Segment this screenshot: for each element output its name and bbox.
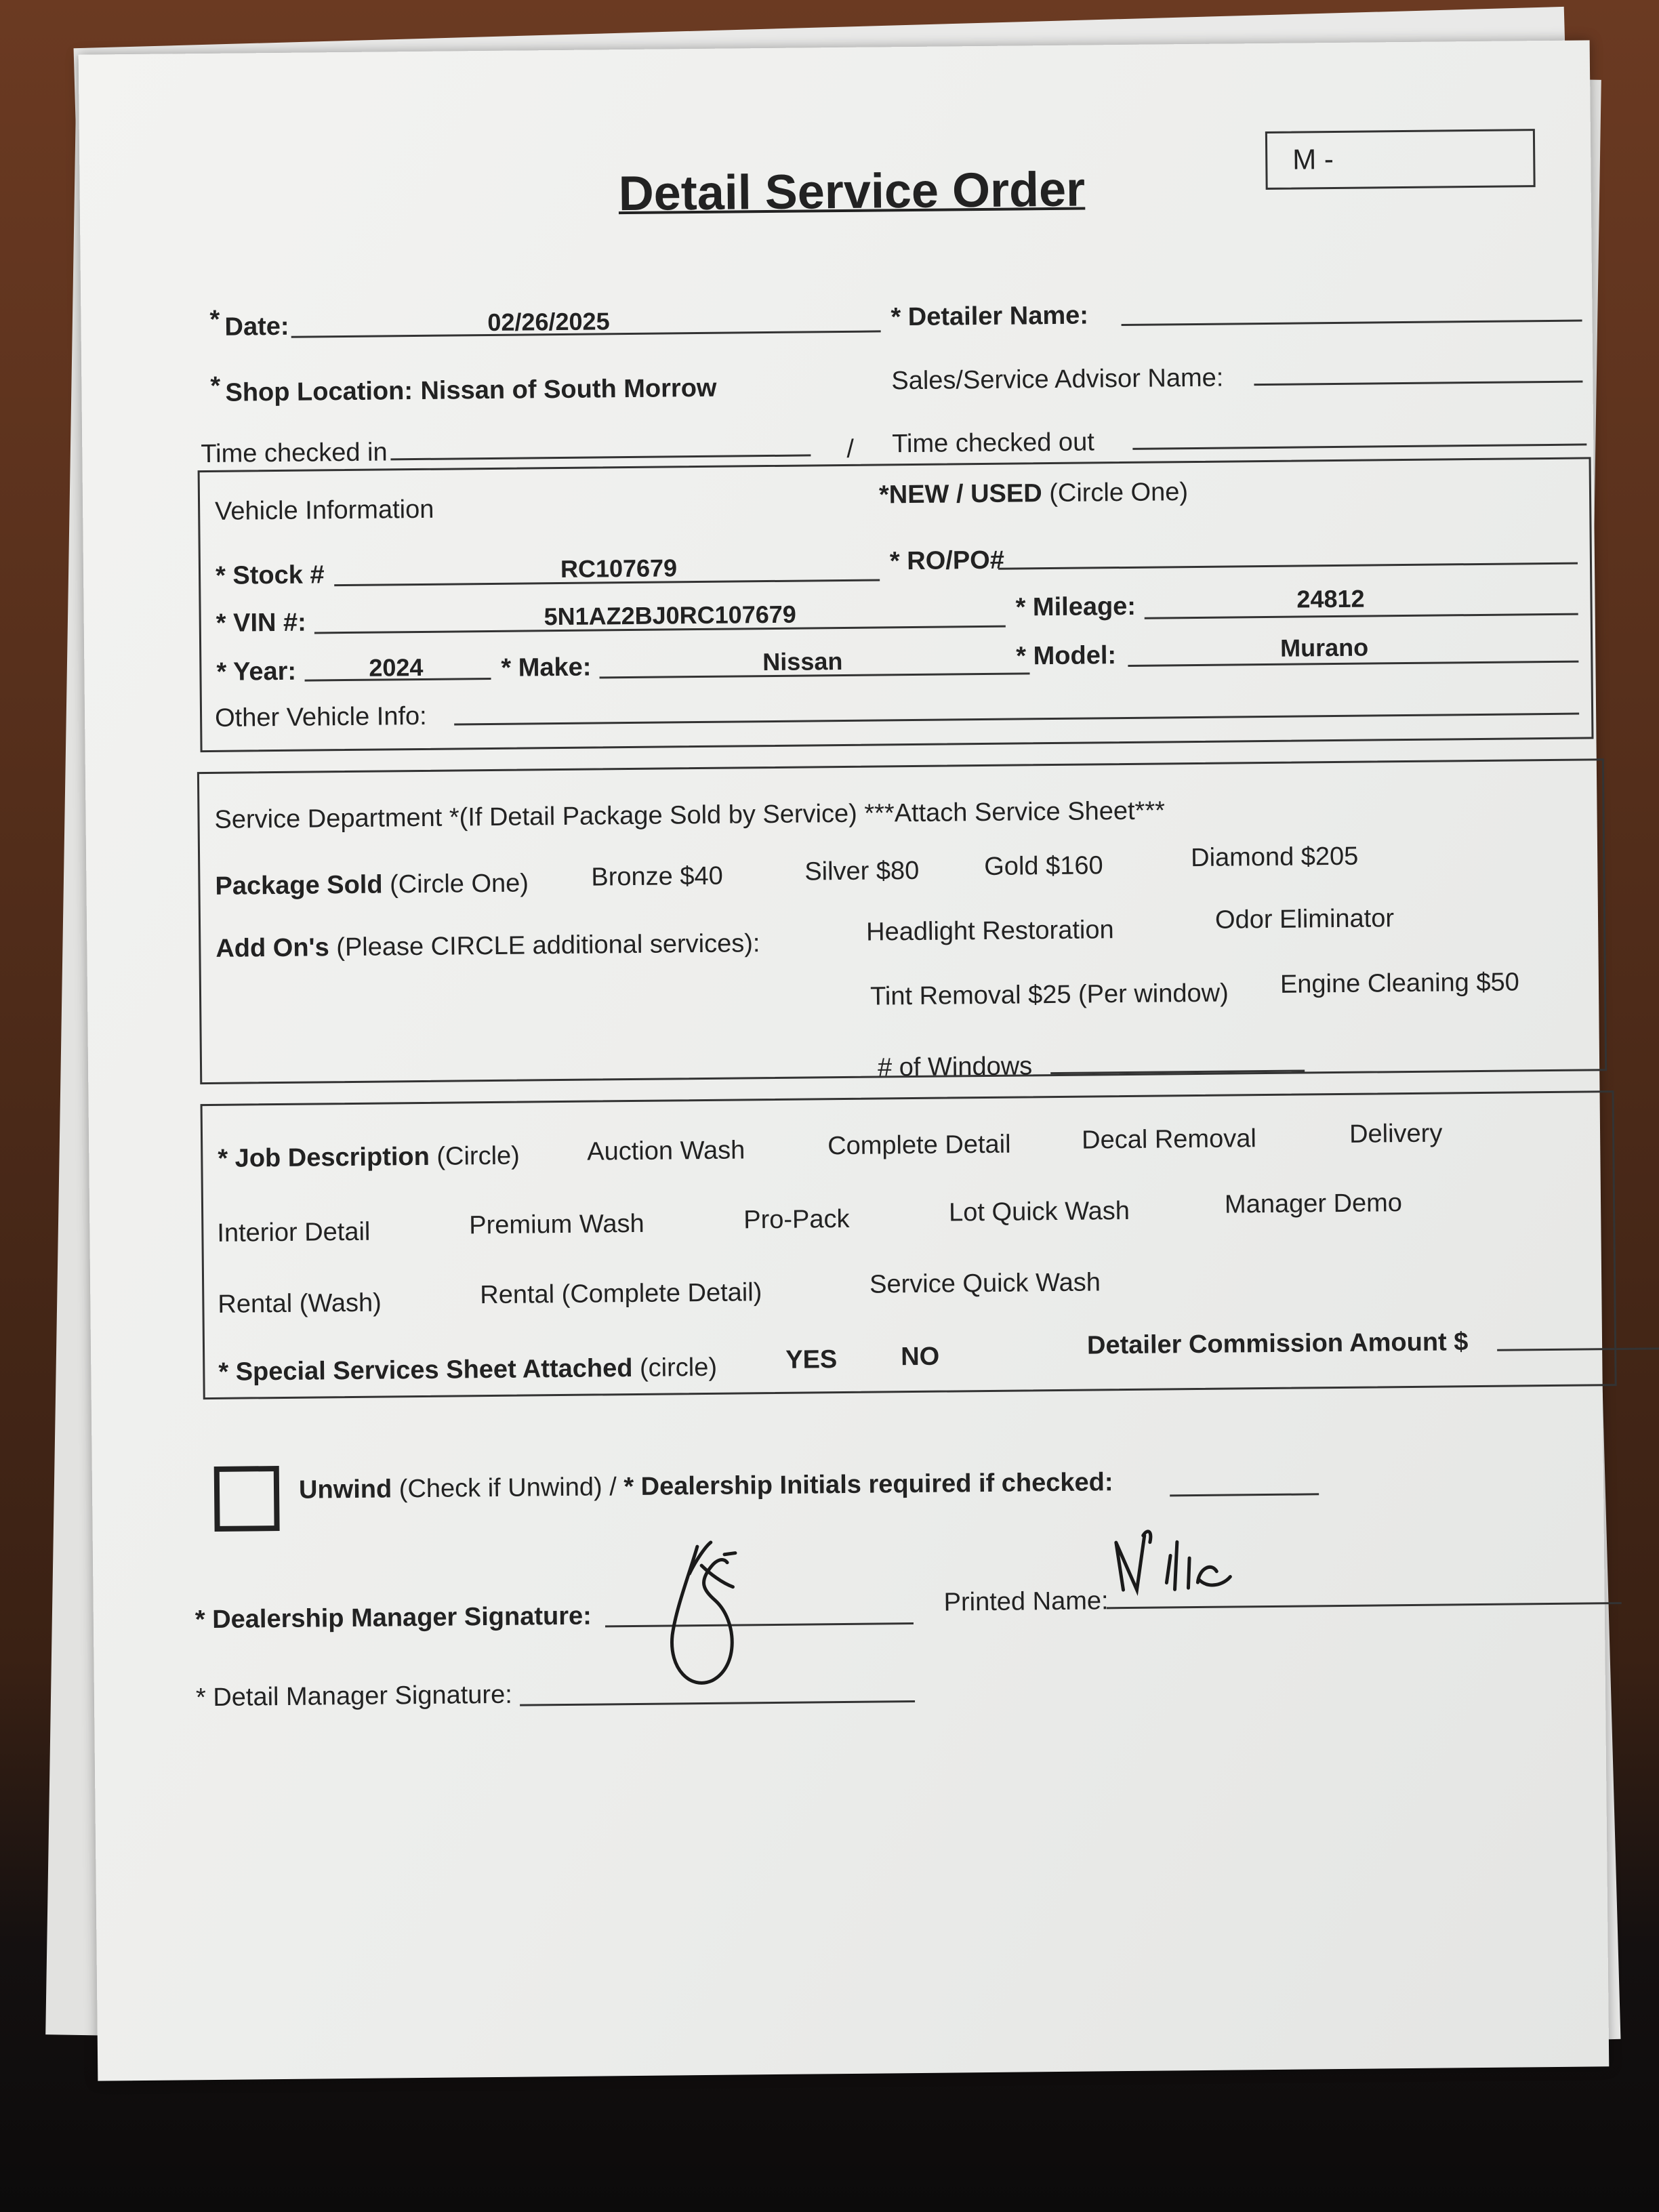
unwind-hint: (Check if Unwind) / [398,1473,617,1504]
unwind-label [299,1468,1113,1505]
new-used-selector[interactable] [879,478,1188,510]
job-pro-pack[interactable]: Pro-Pack [743,1204,850,1235]
package-diamond[interactable]: Diamond $205 [1190,842,1359,873]
unwind-initials-note: * Dealership Initials required if checked: [623,1468,1113,1502]
other-vehicle-info-label: Other Vehicle Info: [214,701,427,733]
job-lot-quick-wash[interactable]: Lot Quick Wash [948,1196,1130,1227]
job-description-hint: (Circle) [436,1141,520,1171]
job-service-quick-wash[interactable]: Service Quick Wash [869,1268,1101,1299]
package-silver[interactable]: Silver $80 [804,856,920,886]
vehicle-section-label: Vehicle Information [214,495,434,526]
job-interior-detail[interactable]: Interior Detail [217,1217,371,1248]
special-services-title: * Special Services Sheet Attached [218,1354,633,1387]
addons-hint: (Please CIRCLE additional services): [336,929,760,962]
date-label: Date: [224,312,289,342]
shop-location-label: Shop Location: [225,377,413,407]
addon-headlight-restoration[interactable]: Headlight Restoration [865,916,1114,947]
detailer-name-label: * Detailer Name: [890,301,1089,332]
job-decal-removal[interactable]: Decal Removal [1081,1124,1256,1155]
special-services-yes[interactable]: YES [785,1345,838,1374]
vin-label: * VIN #: [216,608,307,638]
job-description-label [218,1142,520,1174]
package-gold[interactable]: Gold $160 [984,851,1103,881]
advisor-field[interactable] [1254,380,1582,386]
time-out-field[interactable] [1132,443,1586,449]
printed-name-signature [1109,1514,1245,1610]
addon-tint-removal[interactable]: Tint Removal $25 (Per window) [869,979,1229,1011]
package-sold-hint: (Circle One) [389,869,529,899]
job-rental-complete-detail[interactable]: Rental (Complete Detail) [480,1278,762,1310]
service-section-label: Service Department *(If Detail Package Sold by Service) ***Attach Service Sheet*** [214,796,1166,834]
date-asterisk: * [209,305,220,334]
special-services-no[interactable]: NO [900,1342,940,1372]
detail-manager-signature-field[interactable] [520,1700,915,1706]
job-rental-wash[interactable]: Rental (Wash) [218,1288,382,1319]
addon-engine-cleaning[interactable]: Engine Cleaning $50 [1279,968,1519,999]
dealership-manager-signature [649,1532,765,1696]
order-number-prefix: M - [1292,143,1334,176]
time-in-label: Time checked in [201,438,388,469]
special-services-hint: (circle) [639,1353,718,1382]
dealership-initials-field[interactable] [1170,1493,1319,1496]
addons-label [216,929,760,964]
date-value: 02/26/2025 [487,307,610,336]
ro-po-label: * RO/PO# [889,546,1005,576]
special-services-label [218,1353,717,1387]
new-used-options: *NEW / USED [878,479,1042,510]
model-label: * Model: [1016,641,1117,671]
service-order-form [79,40,1610,2081]
vin-value: 5N1AZ2BJ0RC107679 [544,600,796,631]
detail-manager-signature-label: * Detail Manager Signature: [195,1680,512,1713]
mileage-value: 24812 [1296,584,1365,613]
make-value: Nissan [762,647,843,676]
page-title: Detail Service Order [618,162,1086,222]
unwind-checkbox[interactable] [214,1466,280,1532]
detailer-name-field[interactable] [1122,319,1582,326]
make-label: * Make: [501,653,592,682]
job-manager-demo[interactable]: Manager Demo [1224,1189,1403,1219]
shop-asterisk: * [210,371,221,401]
dealership-manager-signature-label: * Dealership Manager Signature: [194,1601,592,1635]
time-separator: / [846,434,855,464]
job-complete-detail[interactable]: Complete Detail [827,1130,1011,1161]
time-out-label: Time checked out [892,428,1094,459]
job-delivery[interactable]: Delivery [1349,1119,1443,1149]
year-value: 2024 [369,653,424,682]
commission-label: Detailer Commission Amount $ [1086,1328,1469,1360]
shop-location-value: Nissan of South Morrow [420,373,717,405]
new-used-hint: (Circle One) [1049,478,1189,508]
printed-name-label: Printed Name: [943,1586,1109,1617]
package-sold-label [215,869,529,901]
job-premium-wash[interactable]: Premium Wash [469,1209,644,1240]
advisor-label: Sales/Service Advisor Name: [891,363,1224,396]
stock-label: * Stock # [215,560,325,590]
model-value: Murano [1279,633,1369,662]
job-description-title: * Job Description [218,1142,430,1173]
windows-count-label: # of Windows [877,1052,1033,1082]
time-in-field[interactable] [390,454,811,460]
addons-title: Add On's [216,933,329,963]
package-sold-title: Package Sold [215,870,383,901]
package-bronze[interactable]: Bronze $40 [591,861,723,892]
job-auction-wash[interactable]: Auction Wash [587,1136,745,1166]
unwind-title: Unwind [298,1475,392,1504]
addon-odor-eliminator[interactable]: Odor Eliminator [1214,904,1395,935]
stock-value: RC107679 [560,554,678,583]
mileage-label: * Mileage: [1015,592,1136,622]
year-label: * Year: [216,657,297,687]
